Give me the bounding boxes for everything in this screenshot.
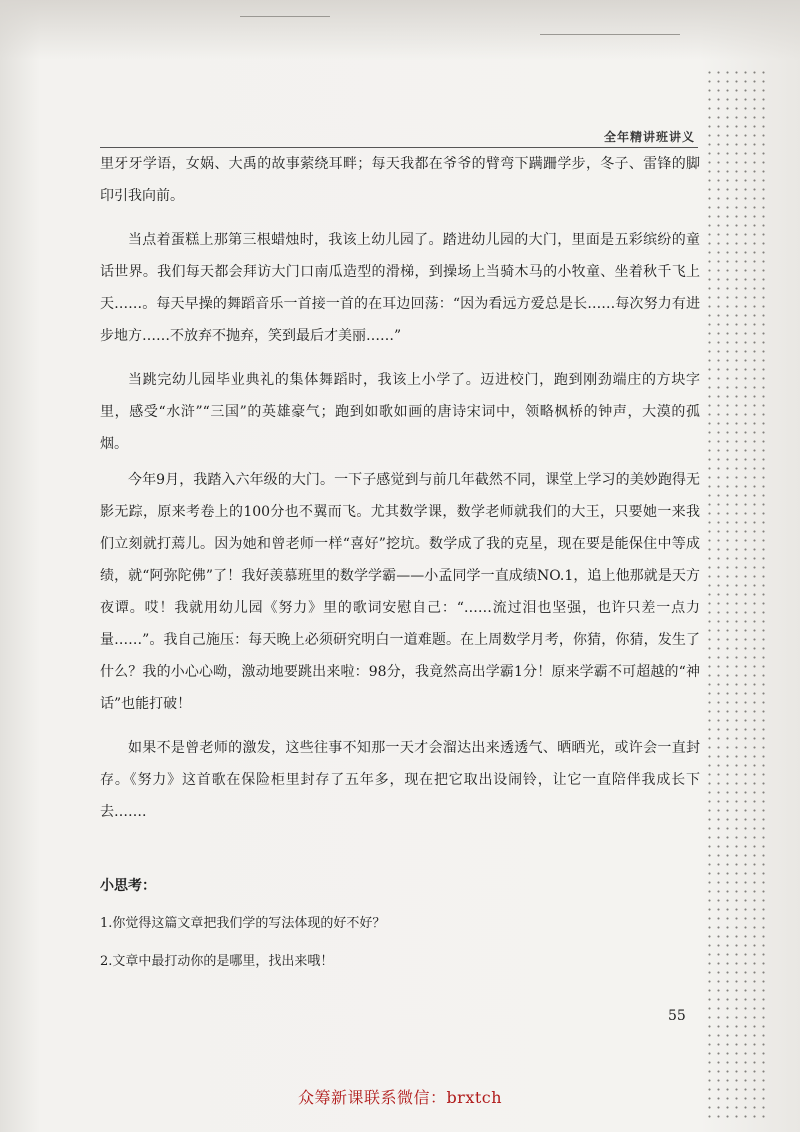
paragraph-4: 今年9月，我踏入六年级的大门。一下子感觉到与前几年截然不同，课堂上学习的美妙跑得无影无踪，原来考卷上的100分也不翼而飞。尤其数学课，数学老师就我们的大王，只要她一来我们立刻就打蔫儿。因为她和曾老师一样“喜好”挖坑。数学成了我的克星，现在要是能保住中等成绩，就“阿弥陀佛”了！我好羡慕班里的数学学霸——小孟同学一直成绩NO.1，追上他那就是天方夜谭。哎！我就用幼儿园《努力》里的歌词安慰自己：“……流过泪也坚强，也许只差一点力量……”。我自己施压：每天晚上必须研究明白一道难题。在上周数学月考，你猜，你猜，发生了什么？我的小心心呦，激动地要跳出来啦：98分，我竟然高出学霸1分！原来学霸不可超越的“神话”也能打破！ bbox=[100, 472, 700, 712]
question-1: 1.你觉得这篇文章把我们学的写法体现的好不好？ bbox=[100, 916, 386, 931]
margin-dot-grid bbox=[705, 68, 767, 1118]
header-label: 全年精讲班讲义 bbox=[603, 130, 695, 144]
scan-top-shadow bbox=[0, 0, 800, 60]
scan-edge-line-left bbox=[240, 16, 330, 17]
paragraph-5: 如果不是曾老师的激发，这些往事不知那一天才会溜达出来透透气、晒晒光，或许会一直封存。《努力》这首歌在保险柜里封存了五年多，现在把它取出设闹铃，让它一直陪伴我成长下去……. bbox=[100, 740, 700, 820]
page-number: 55 bbox=[668, 1008, 686, 1024]
paragraph-3: 当跳完幼儿园毕业典礼的集体舞蹈时，我该上小学了。迈进校门，跑到刚劲端庄的方块字里，感受“水浒”“三国”的英雄豪气；跑到如歌如画的唐诗宋词中，领略枫桥的钟声，大漠的孤烟。 bbox=[100, 372, 700, 452]
paragraph-2: 当点着蛋糕上那第三根蜡烛时，我该上幼儿园了。踏进幼儿园的大门，里面是五彩缤纷的童话世界。我们每天都会拜访大门口南瓜造型的滑梯，到操场上当骑木马的小牧童、坐着秋千飞上天……。每天早操的舞蹈音乐一首接一首的在耳边回荡：“因为看远方爱总是长……每次努力有进步地方……不放弃不抛弃，笑到最后才美丽……” bbox=[100, 232, 700, 344]
scan-edge-line-right bbox=[540, 34, 680, 35]
watermark-text: 众筹新课联系微信：brxtch bbox=[297, 1088, 503, 1107]
thinking-title: 小思考： bbox=[100, 878, 156, 894]
paragraph-1: 里牙牙学语，女娲、大禹的故事萦绕耳畔；每天我都在爷爷的臂弯下蹒跚学步，冬子、雷锋的脚印引我向前。 bbox=[100, 156, 700, 204]
essay-content bbox=[100, 148, 700, 984]
question-2: 2.文章中最打动你的是哪里，找出来哦！ bbox=[100, 954, 334, 969]
